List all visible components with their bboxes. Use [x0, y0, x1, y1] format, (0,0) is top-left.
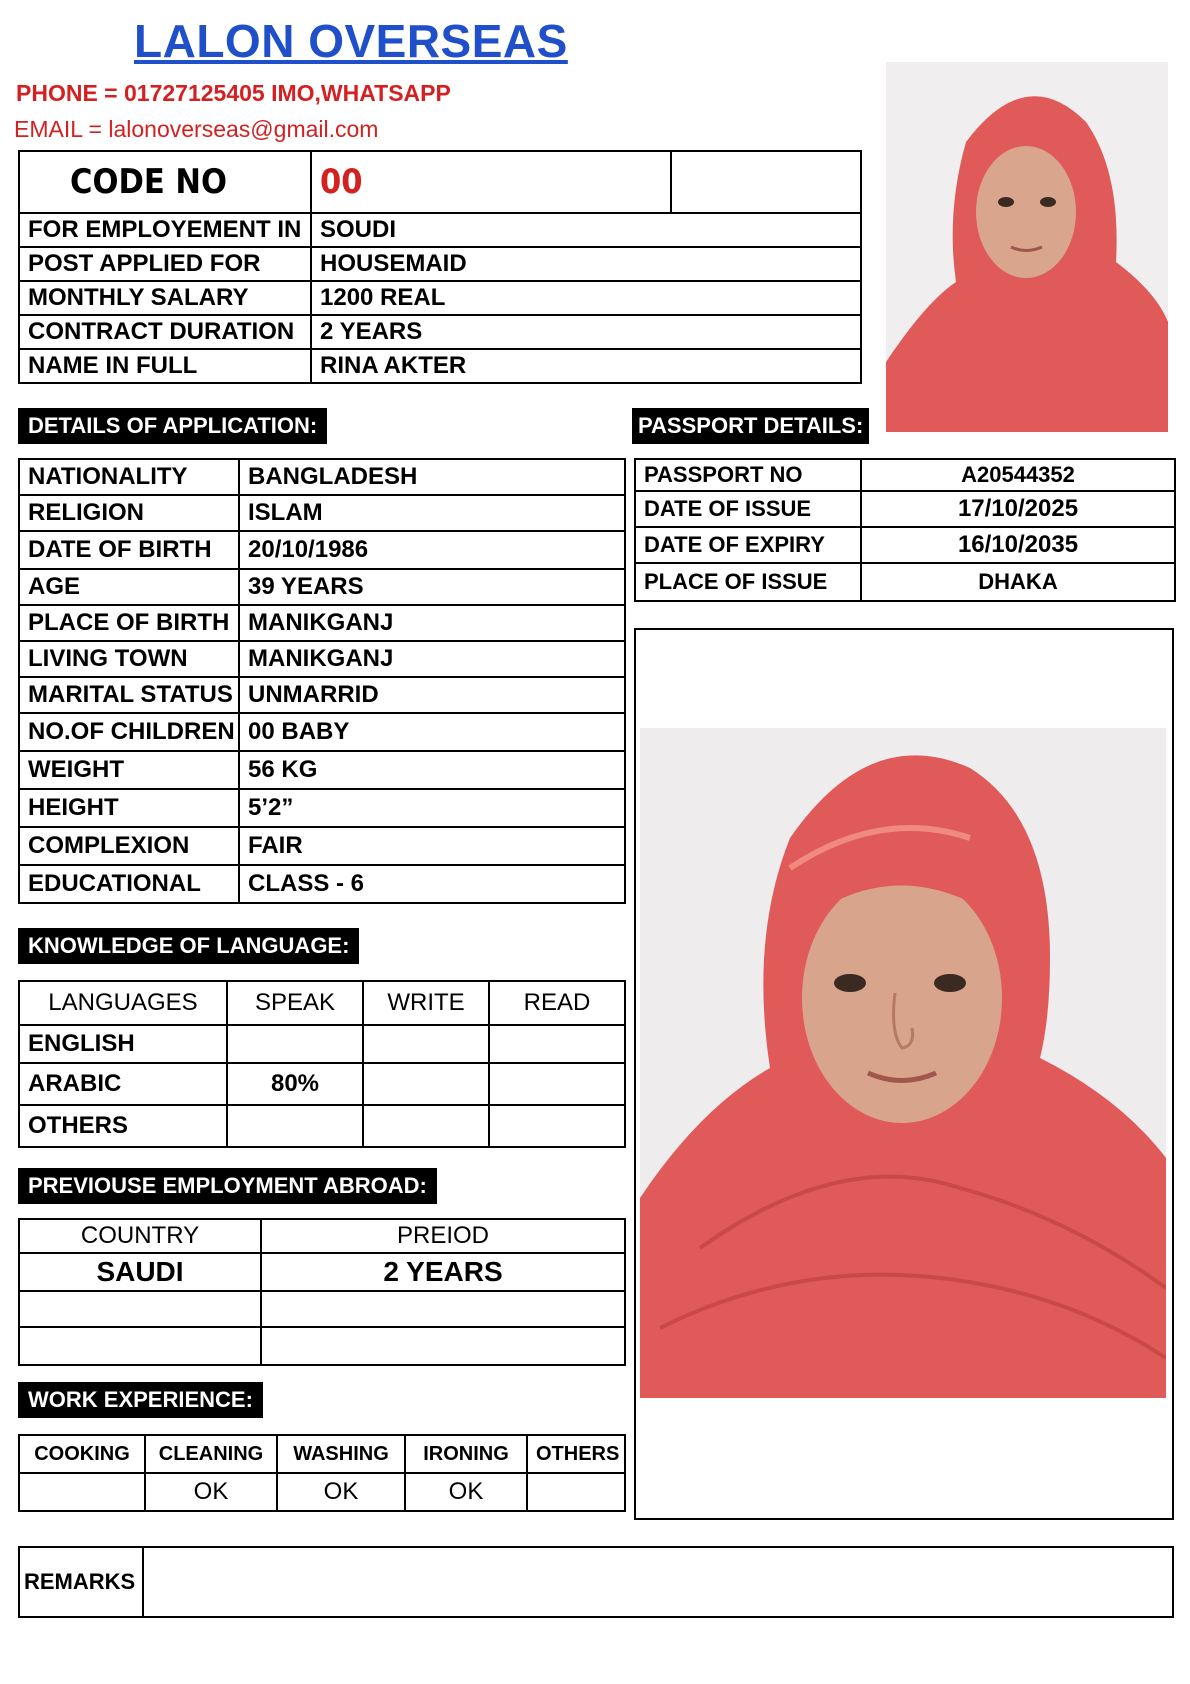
job-value: SOUDI: [311, 213, 861, 247]
language-col-header: WRITE: [363, 981, 489, 1025]
job-value: RINA AKTER: [311, 349, 861, 383]
table-row: [19, 495, 625, 531]
work-value: OK: [145, 1473, 277, 1511]
table-row: [19, 349, 861, 383]
table-row: [19, 247, 861, 281]
language-write: [363, 1105, 489, 1147]
table-row: [19, 789, 625, 827]
table-row: [19, 641, 625, 677]
language-speak: 80%: [227, 1063, 363, 1105]
work-value: [527, 1473, 625, 1511]
details-table: [18, 458, 626, 904]
previous-country: [19, 1291, 261, 1327]
table-row: [19, 1105, 625, 1147]
language-col-header: SPEAK: [227, 981, 363, 1025]
table-row: [19, 865, 625, 903]
job-value: 1200 REAL: [311, 281, 861, 315]
company-phone: PHONE = 01727125405 IMO,WHATSAPP: [16, 80, 451, 106]
details-label: LIVING TOWN: [19, 641, 239, 677]
job-label: MONTHLY SALARY: [19, 281, 311, 315]
work-table: [18, 1434, 626, 1512]
details-label: AGE: [19, 569, 239, 605]
details-value: 56 KG: [239, 751, 625, 789]
table-row: [19, 459, 625, 495]
details-value: MANIKGANJ: [239, 641, 625, 677]
job-value: HOUSEMAID: [311, 247, 861, 281]
table-row: [635, 459, 1175, 491]
work-heading: WORK EXPERIENCE:: [18, 1382, 263, 1418]
previous-col-header: PREIOD: [261, 1219, 625, 1253]
job-table: [18, 150, 862, 384]
passport-value: 16/10/2035: [861, 527, 1175, 563]
language-speak: [227, 1105, 363, 1147]
table-row: [635, 491, 1175, 527]
work-value: OK: [277, 1473, 405, 1511]
language-table: [18, 980, 626, 1148]
passport-label: PLACE OF ISSUE: [635, 563, 861, 601]
table-row: [635, 527, 1175, 563]
previous-period: [261, 1327, 625, 1365]
passport-value: DHAKA: [861, 563, 1175, 601]
work-col-header: CLEANING: [145, 1435, 277, 1473]
table-row: [19, 569, 625, 605]
passport-label: DATE OF EXPIRY: [635, 527, 861, 563]
job-label: FOR EMPLOYEMENT IN: [19, 213, 311, 247]
details-value: 5’2”: [239, 789, 625, 827]
table-row: [19, 1025, 625, 1063]
work-col-header: WASHING: [277, 1435, 405, 1473]
company-title: LALON OVERSEAS: [134, 15, 568, 67]
details-value: 00 BABY: [239, 713, 625, 751]
work-col-header: COOKING: [19, 1435, 145, 1473]
language-speak: [227, 1025, 363, 1063]
table-row: [19, 677, 625, 713]
table-row: [19, 1473, 625, 1511]
work-value: [19, 1473, 145, 1511]
table-row: [19, 605, 625, 641]
work-col-header: OTHERS: [527, 1435, 625, 1473]
language-col-header: LANGUAGES: [19, 981, 227, 1025]
code-extra: [671, 151, 861, 213]
remarks-table: [18, 1546, 1174, 1618]
previous-period: 2 YEARS: [261, 1253, 625, 1291]
job-label: CONTRACT DURATION: [19, 315, 311, 349]
table-row: [19, 751, 625, 789]
job-label: NAME IN FULL: [19, 349, 311, 383]
table-row: [19, 1063, 625, 1105]
remarks-label: REMARKS: [19, 1547, 143, 1617]
details-value: ISLAM: [239, 495, 625, 531]
details-label: NATIONALITY: [19, 459, 239, 495]
previous-col-header: COUNTRY: [19, 1219, 261, 1253]
language-read: [489, 1025, 625, 1063]
table-row: [19, 281, 861, 315]
details-label: WEIGHT: [19, 751, 239, 789]
previous-country: [19, 1327, 261, 1365]
remarks-value: [143, 1547, 1173, 1617]
details-label: MARITAL STATUS: [19, 677, 239, 713]
details-label: COMPLEXION: [19, 827, 239, 865]
details-label: NO.OF CHILDREN: [19, 713, 239, 751]
code-value: 00: [311, 151, 671, 213]
details-value: BANGLADESH: [239, 459, 625, 495]
table-row: [19, 531, 625, 569]
job-value: 2 YEARS: [311, 315, 861, 349]
previous-table: [18, 1218, 626, 1366]
passport-table: [634, 458, 1176, 602]
language-write: [363, 1025, 489, 1063]
details-value: MANIKGANJ: [239, 605, 625, 641]
passport-value: A20544352: [861, 459, 1175, 491]
details-value: FAIR: [239, 827, 625, 865]
language-name: ARABIC: [19, 1063, 227, 1105]
language-read: [489, 1063, 625, 1105]
passport-label: DATE OF ISSUE: [635, 491, 861, 527]
details-label: DATE OF BIRTH: [19, 531, 239, 569]
language-col-header: READ: [489, 981, 625, 1025]
details-value: 20/10/1986: [239, 531, 625, 569]
details-value: UNMARRID: [239, 677, 625, 713]
details-value: CLASS - 6: [239, 865, 625, 903]
work-col-header: IRONING: [405, 1435, 527, 1473]
table-row: [19, 315, 861, 349]
details-label: RELIGION: [19, 495, 239, 531]
table-row: [19, 213, 861, 247]
details-label: EDUCATIONAL: [19, 865, 239, 903]
previous-country: SAUDI: [19, 1253, 261, 1291]
table-row: [19, 827, 625, 865]
code-label: CODE NO: [19, 151, 311, 213]
details-label: HEIGHT: [19, 789, 239, 827]
details-heading: DETAILS OF APPLICATION:: [18, 408, 327, 444]
details-label: PLACE OF BIRTH: [19, 605, 239, 641]
applicant-photo-small: [886, 62, 1168, 432]
table-row: [19, 1291, 625, 1327]
passport-label: PASSPORT NO: [635, 459, 861, 491]
details-value: 39 YEARS: [239, 569, 625, 605]
table-row: [19, 1253, 625, 1291]
passport-heading: PASSPORT DETAILS:: [632, 408, 869, 444]
language-heading: KNOWLEDGE OF LANGUAGE:: [18, 928, 359, 964]
passport-value: 17/10/2025: [861, 491, 1175, 527]
job-label: POST APPLIED FOR: [19, 247, 311, 281]
company-email: EMAIL = lalonoverseas@gmail.com: [14, 116, 379, 142]
table-row: [19, 1327, 625, 1365]
table-row: [19, 713, 625, 751]
work-value: OK: [405, 1473, 527, 1511]
table-row: [635, 563, 1175, 601]
language-write: [363, 1063, 489, 1105]
previous-period: [261, 1291, 625, 1327]
applicant-photo-large: [640, 728, 1166, 1398]
language-name: ENGLISH: [19, 1025, 227, 1063]
previous-heading: PREVIOUSE EMPLOYMENT ABROAD:: [18, 1168, 437, 1204]
language-name: OTHERS: [19, 1105, 227, 1147]
language-read: [489, 1105, 625, 1147]
